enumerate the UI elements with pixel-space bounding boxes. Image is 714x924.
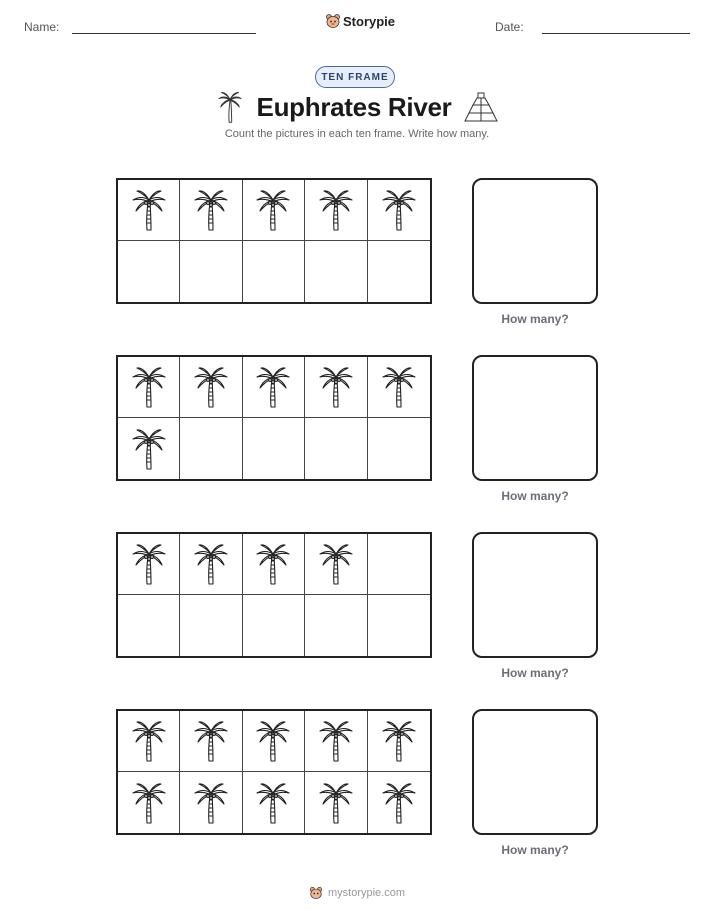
- ten-frame-cell: [180, 772, 242, 833]
- ten-frame-cell: [243, 241, 305, 302]
- date-label: Date:: [495, 20, 524, 34]
- palm-tree-icon: [193, 542, 229, 586]
- ten-frame-cell: [243, 357, 305, 418]
- answer-box[interactable]: [472, 532, 598, 658]
- how-many-label: How many?: [501, 843, 569, 857]
- date-line[interactable]: [542, 33, 690, 34]
- how-many-label: How many?: [501, 489, 569, 503]
- ten-frame-cell: [368, 595, 430, 656]
- ten-frame-cell: [118, 180, 180, 241]
- how-many-label: How many?: [501, 666, 569, 680]
- palm-tree-icon: [381, 365, 417, 409]
- ten-frame-cell: [243, 772, 305, 833]
- palm-tree-icon: [131, 781, 167, 825]
- palm-tree-icon: [215, 90, 245, 124]
- ten-frame-cell: [180, 180, 242, 241]
- palm-tree-icon: [131, 427, 167, 471]
- answer-box[interactable]: [472, 709, 598, 835]
- ten-frame-cell: [305, 357, 367, 418]
- ten-frame-cell: [243, 595, 305, 656]
- palm-tree-icon: [255, 719, 291, 763]
- palm-tree-icon: [381, 719, 417, 763]
- name-label: Name:: [24, 20, 60, 34]
- palm-tree-icon: [193, 365, 229, 409]
- ten-frame-cell: [118, 711, 180, 772]
- ten-frame: [116, 355, 432, 481]
- worksheet-type-badge: TEN FRAME: [315, 66, 395, 88]
- ten-frame-cell: [368, 772, 430, 833]
- ten-frame-cell: [305, 418, 367, 479]
- brand-name: Storypie: [343, 13, 396, 29]
- palm-tree-icon: [131, 719, 167, 763]
- palm-tree-icon: [381, 188, 417, 232]
- ten-frame-cell: [180, 418, 242, 479]
- worksheet-title: Euphrates River: [256, 91, 452, 122]
- ten-frame: [116, 178, 432, 304]
- title-row: [0, 90, 714, 124]
- ten-frame-cell: [368, 180, 430, 241]
- ten-frame-cell: [243, 534, 305, 595]
- palm-tree-icon: [318, 365, 354, 409]
- ten-frame: [116, 709, 432, 835]
- ten-frame-cell: [368, 711, 430, 772]
- palm-tree-icon: [131, 188, 167, 232]
- storypie-mascot-icon: [325, 13, 341, 29]
- ten-frame-cell: [180, 357, 242, 418]
- palm-tree-icon: [318, 542, 354, 586]
- ten-frame-cell: [243, 418, 305, 479]
- ten-frame-cell: [118, 595, 180, 656]
- palm-tree-icon: [131, 542, 167, 586]
- palm-tree-icon: [318, 719, 354, 763]
- palm-tree-icon: [255, 365, 291, 409]
- footer: [0, 886, 714, 900]
- palm-tree-icon: [255, 542, 291, 586]
- ten-frame-cell: [305, 595, 367, 656]
- ten-frame-cell: [180, 534, 242, 595]
- ten-frame-cell: [305, 772, 367, 833]
- ten-frame-cell: [118, 357, 180, 418]
- footer-site: mystorypie.com: [327, 887, 406, 899]
- ten-frame-cell: [118, 418, 180, 479]
- palm-tree-icon: [193, 719, 229, 763]
- palm-tree-icon: [318, 188, 354, 232]
- ten-frame-cell: [368, 357, 430, 418]
- ten-frame-cell: [180, 241, 242, 302]
- ten-frame-cell: [243, 711, 305, 772]
- name-line[interactable]: [72, 33, 256, 34]
- ten-frame: [116, 532, 432, 658]
- ten-frame-cell: [180, 595, 242, 656]
- ten-frame-cell: [305, 711, 367, 772]
- ziggurat-icon: [463, 91, 499, 123]
- ten-frame-cell: [305, 241, 367, 302]
- ten-frame-cell: [118, 534, 180, 595]
- ten-frame-cell: [368, 534, 430, 595]
- storypie-mascot-icon: [309, 886, 323, 900]
- ten-frame-cell: [305, 534, 367, 595]
- palm-tree-icon: [318, 781, 354, 825]
- ten-frame-cell: [118, 241, 180, 302]
- ten-frame-cell: [243, 180, 305, 241]
- answer-box[interactable]: [472, 178, 598, 304]
- palm-tree-icon: [193, 188, 229, 232]
- palm-tree-icon: [255, 188, 291, 232]
- palm-tree-icon: [193, 781, 229, 825]
- ten-frame-cell: [180, 711, 242, 772]
- ten-frame-cell: [118, 772, 180, 833]
- palm-tree-icon: [381, 781, 417, 825]
- instructions: Count the pictures in each ten frame. Write how many.: [224, 128, 490, 140]
- palm-tree-icon: [255, 781, 291, 825]
- ten-frame-cell: [368, 241, 430, 302]
- how-many-label: How many?: [501, 312, 569, 326]
- palm-tree-icon: [131, 365, 167, 409]
- answer-box[interactable]: [472, 355, 598, 481]
- ten-frame-cell: [368, 418, 430, 479]
- brand-logo: [325, 13, 395, 29]
- ten-frame-cell: [305, 180, 367, 241]
